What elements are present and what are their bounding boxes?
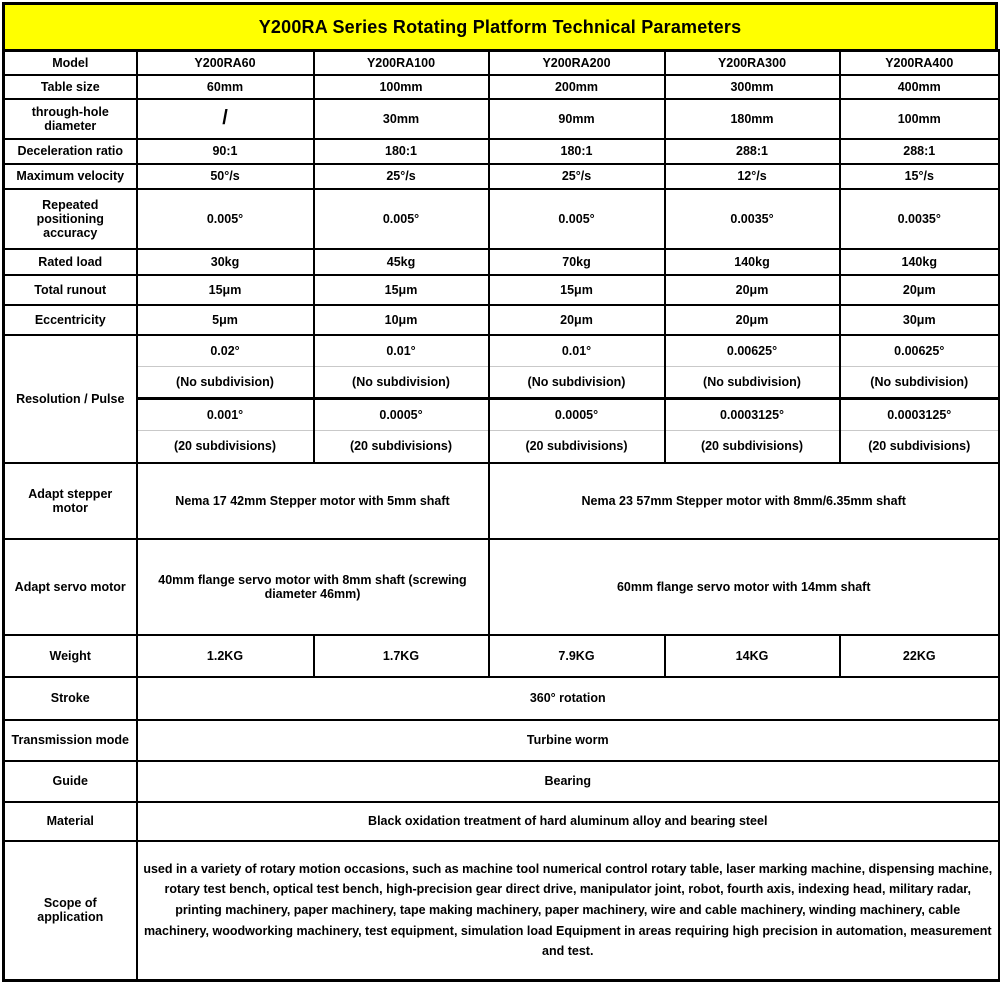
column-header: Y200RA300 — [665, 51, 840, 75]
value-cell: 0.0035° — [665, 189, 840, 249]
value-cell: 5μm — [137, 305, 314, 335]
value-cell: 0.02° — [137, 335, 314, 367]
value-cell: 20μm — [665, 275, 840, 305]
table-row — [4, 720, 1000, 761]
title-bar — [2, 2, 998, 52]
column-header: Y200RA400 — [840, 51, 1000, 75]
table-row — [4, 139, 1000, 164]
value-cell: 15°/s — [840, 164, 1000, 189]
row-label: Adapt stepper motor — [4, 463, 137, 539]
value-cell: 180:1 — [314, 139, 489, 164]
value-cell: 12°/s — [665, 164, 840, 189]
table-row — [4, 305, 1000, 335]
value-cell: Nema 17 42mm Stepper motor with 5mm shaft — [137, 463, 489, 539]
value-cell: 50°/s — [137, 164, 314, 189]
row-label: Eccentricity — [4, 305, 137, 335]
row-label: Adapt servo motor — [4, 539, 137, 635]
value-cell: 0.00625° — [665, 335, 840, 367]
value-cell: 180mm — [665, 99, 840, 139]
value-cell: 200mm — [489, 75, 665, 99]
value-cell: 0.01° — [489, 335, 665, 367]
page-title: Y200RA Series Rotating Platform Technical Parameters — [258, 16, 742, 37]
value-cell: 40mm flange servo motor with 8mm shaft (screwing diameter 46mm) — [137, 539, 489, 635]
value-cell: Black oxidation treatment of hard aluminum alloy and bearing steel — [137, 802, 1000, 841]
table-row — [4, 761, 1000, 802]
value-cell: 25°/s — [314, 164, 489, 189]
value-cell: / — [137, 99, 314, 139]
header-row — [4, 51, 1000, 75]
value-cell: 288:1 — [840, 139, 1000, 164]
note-cell: (20 subdivisions) — [665, 431, 840, 463]
table-row — [4, 189, 1000, 249]
value-cell: used in a variety of rotary motion occasions, such as machine tool numerical control rotary table, laser marking machine, dispensing machine, rotary test bench, optical test bench, high-precision gear direct drive, manipulator joint, robot, fourth axis, indexing head, military radar, printing machinery, paper machinery, tape making machinery, paper machinery, wire and cable machinery, winding machinery, cable machinery, woodworking machinery, test equipment, simulation load Equipment in areas requiring high precision in automation, measurement and test. — [137, 841, 1000, 981]
value-cell: 70kg — [489, 249, 665, 275]
resolution-values-row — [4, 399, 1000, 431]
value-cell: 0.001° — [137, 399, 314, 431]
value-cell: 180:1 — [489, 139, 665, 164]
value-cell: 30kg — [137, 249, 314, 275]
row-label: Stroke — [4, 677, 137, 720]
value-cell: 60mm flange servo motor with 14mm shaft — [489, 539, 1000, 635]
value-cell: 0.005° — [137, 189, 314, 249]
note-cell: (No subdivision) — [489, 367, 665, 399]
value-cell: 45kg — [314, 249, 489, 275]
table-row — [4, 802, 1000, 841]
row-label: Maximum velocity — [4, 164, 137, 189]
value-cell: 90:1 — [137, 139, 314, 164]
value-cell: 140kg — [665, 249, 840, 275]
row-label: Deceleration ratio — [4, 139, 137, 164]
column-header-model: Model — [4, 51, 137, 75]
note-cell: (No subdivision) — [665, 367, 840, 399]
value-cell: 0.01° — [314, 335, 489, 367]
row-label: Rated load — [4, 249, 137, 275]
value-cell: 15μm — [137, 275, 314, 305]
row-label: Repeated positioning accuracy — [4, 189, 137, 249]
value-cell: 1.2KG — [137, 635, 314, 677]
row-label: through-hole diameter — [4, 99, 137, 139]
value-cell: 0.005° — [489, 189, 665, 249]
value-cell: 0.0005° — [314, 399, 489, 431]
value-cell: 30μm — [840, 305, 1000, 335]
note-cell: (No subdivision) — [840, 367, 1000, 399]
value-cell: 0.0005° — [489, 399, 665, 431]
value-cell: 20μm — [665, 305, 840, 335]
value-cell: 20μm — [840, 275, 1000, 305]
value-cell: 1.7KG — [314, 635, 489, 677]
table-row — [4, 841, 1000, 981]
table-row — [4, 539, 1000, 635]
value-cell: 288:1 — [665, 139, 840, 164]
value-cell: 15μm — [314, 275, 489, 305]
value-cell: 10μm — [314, 305, 489, 335]
row-label: Resolution / Pulse — [4, 335, 137, 463]
column-header: Y200RA100 — [314, 51, 489, 75]
note-cell: (20 subdivisions) — [489, 431, 665, 463]
value-cell: 14KG — [665, 635, 840, 677]
resolution-note-row — [4, 367, 1000, 399]
value-cell: 0.00625° — [840, 335, 1000, 367]
note-cell: (No subdivision) — [137, 367, 314, 399]
column-header: Y200RA200 — [489, 51, 665, 75]
note-cell: (20 subdivisions) — [137, 431, 314, 463]
value-cell: 400mm — [840, 75, 1000, 99]
row-label: Table size — [4, 75, 137, 99]
resolution-values-row — [4, 335, 1000, 367]
value-cell: 100mm — [840, 99, 1000, 139]
value-cell: Nema 23 57mm Stepper motor with 8mm/6.35mm shaft — [489, 463, 1000, 539]
column-header: Y200RA60 — [137, 51, 314, 75]
note-cell: (No subdivision) — [314, 367, 489, 399]
note-cell: (20 subdivisions) — [840, 431, 1000, 463]
value-cell: 30mm — [314, 99, 489, 139]
table-row — [4, 99, 1000, 139]
value-cell: 100mm — [314, 75, 489, 99]
value-cell: Turbine worm — [137, 720, 1000, 761]
value-cell: 300mm — [665, 75, 840, 99]
spec-table — [2, 49, 1000, 982]
resolution-note-row — [4, 431, 1000, 463]
row-label: Material — [4, 802, 137, 841]
row-label: Scope of application — [4, 841, 137, 981]
table-row — [4, 635, 1000, 677]
note-cell: (20 subdivisions) — [314, 431, 489, 463]
row-label: Transmission mode — [4, 720, 137, 761]
value-cell: 60mm — [137, 75, 314, 99]
row-label: Weight — [4, 635, 137, 677]
table-row — [4, 249, 1000, 275]
value-cell: 90mm — [489, 99, 665, 139]
value-cell: Bearing — [137, 761, 1000, 802]
value-cell: 360° rotation — [137, 677, 1000, 720]
value-cell: 22KG — [840, 635, 1000, 677]
table-row — [4, 275, 1000, 305]
table-row — [4, 164, 1000, 189]
value-cell: 0.0003125° — [665, 399, 840, 431]
value-cell: 15μm — [489, 275, 665, 305]
table-row — [4, 75, 1000, 99]
value-cell: 20μm — [489, 305, 665, 335]
value-cell: 7.9KG — [489, 635, 665, 677]
value-cell: 140kg — [840, 249, 1000, 275]
table-row — [4, 463, 1000, 539]
value-cell: 0.005° — [314, 189, 489, 249]
value-cell: 0.0003125° — [840, 399, 1000, 431]
table-row — [4, 677, 1000, 720]
value-cell: 0.0035° — [840, 189, 1000, 249]
value-cell: 25°/s — [489, 164, 665, 189]
row-label: Total runout — [4, 275, 137, 305]
row-label: Guide — [4, 761, 137, 802]
